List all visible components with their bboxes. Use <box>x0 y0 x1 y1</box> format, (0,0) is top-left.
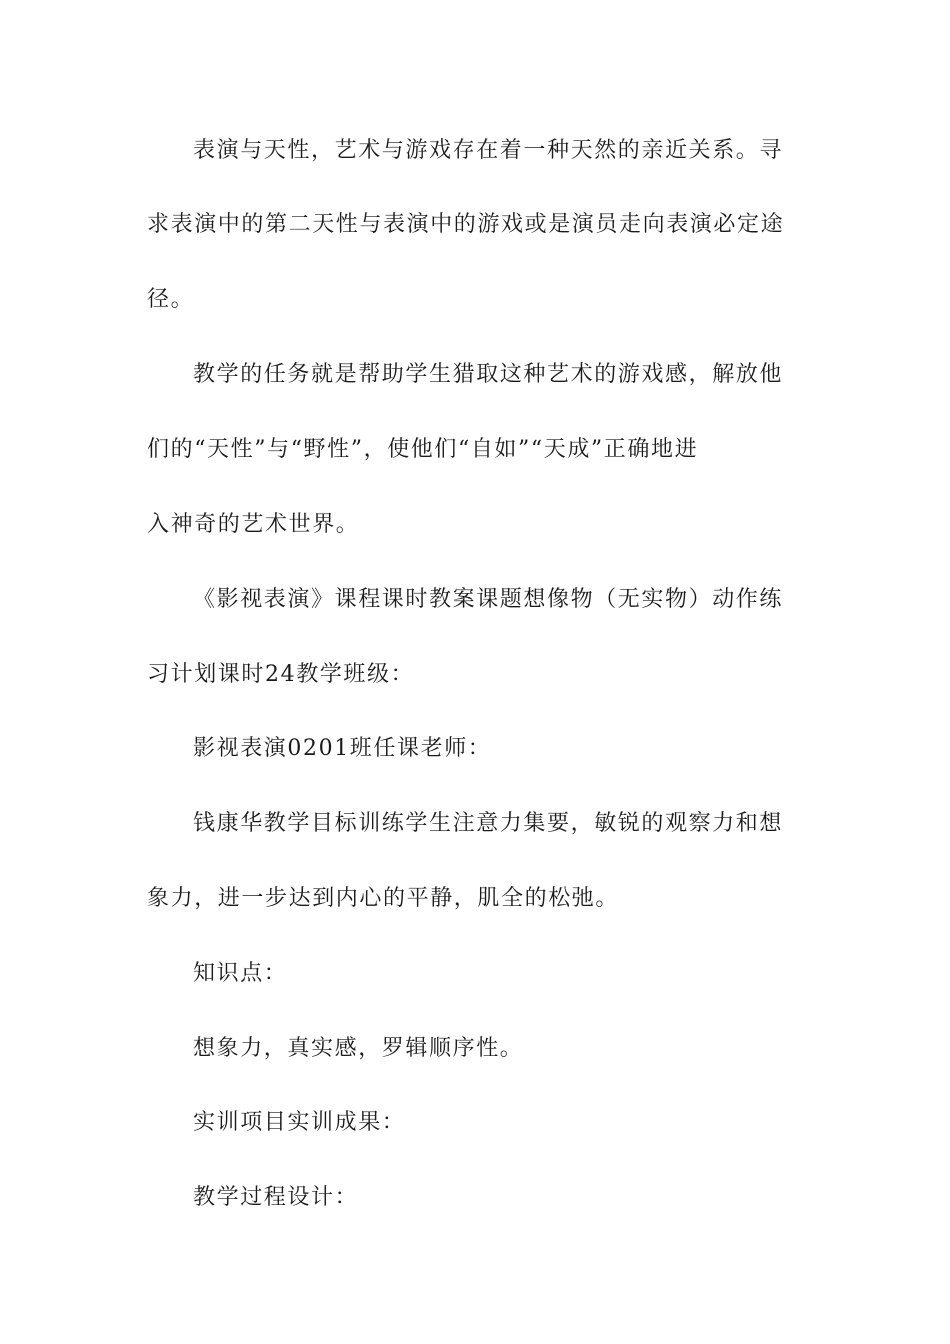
paragraph-4-line-1: 影视表演0201班任课老师： <box>193 736 492 761</box>
paragraph-5-line-2: 象力，进一步达到内心的平静，肌全的松弛。 <box>147 886 620 911</box>
paragraph-8-line-1: 实训项目实训成果： <box>193 1110 406 1135</box>
paragraph-2-line-2: 们的“天性”与“野性”，使他们“自如”“天成”正确地进 <box>147 437 699 462</box>
paragraph-6-line-1: 知识点： <box>193 961 288 986</box>
paragraph-5-line-1: 钱康华教学目标训练学生注意力集要，敏锐的观察力和想 <box>193 811 784 836</box>
paragraph-1-line-3: 径。 <box>147 287 195 312</box>
paragraph-1-line-1: 表演与天性，艺术与游戏存在着一种天然的亲近关系。寻 <box>193 138 784 163</box>
paragraph-2-line-3: 入神奇的艺术世界。 <box>147 512 360 537</box>
paragraph-7-line-1: 想象力，真实感，罗辑顺序性。 <box>193 1036 524 1061</box>
paragraph-2-line-1: 教学的任务就是帮助学生猎取这种艺术的游戏感，解放他 <box>193 362 784 387</box>
paragraph-1-line-2: 求表演中的第二天性与表演中的游戏或是演员走向表演必定途 <box>147 212 785 237</box>
paragraph-9-line-1: 教学过程设计： <box>193 1185 359 1210</box>
paragraph-3-line-1: 《影视表演》课程课时教案课题想像物（无实物）动作练 <box>193 587 784 612</box>
paragraph-3-line-2: 习计划课时24教学班级： <box>147 662 415 687</box>
